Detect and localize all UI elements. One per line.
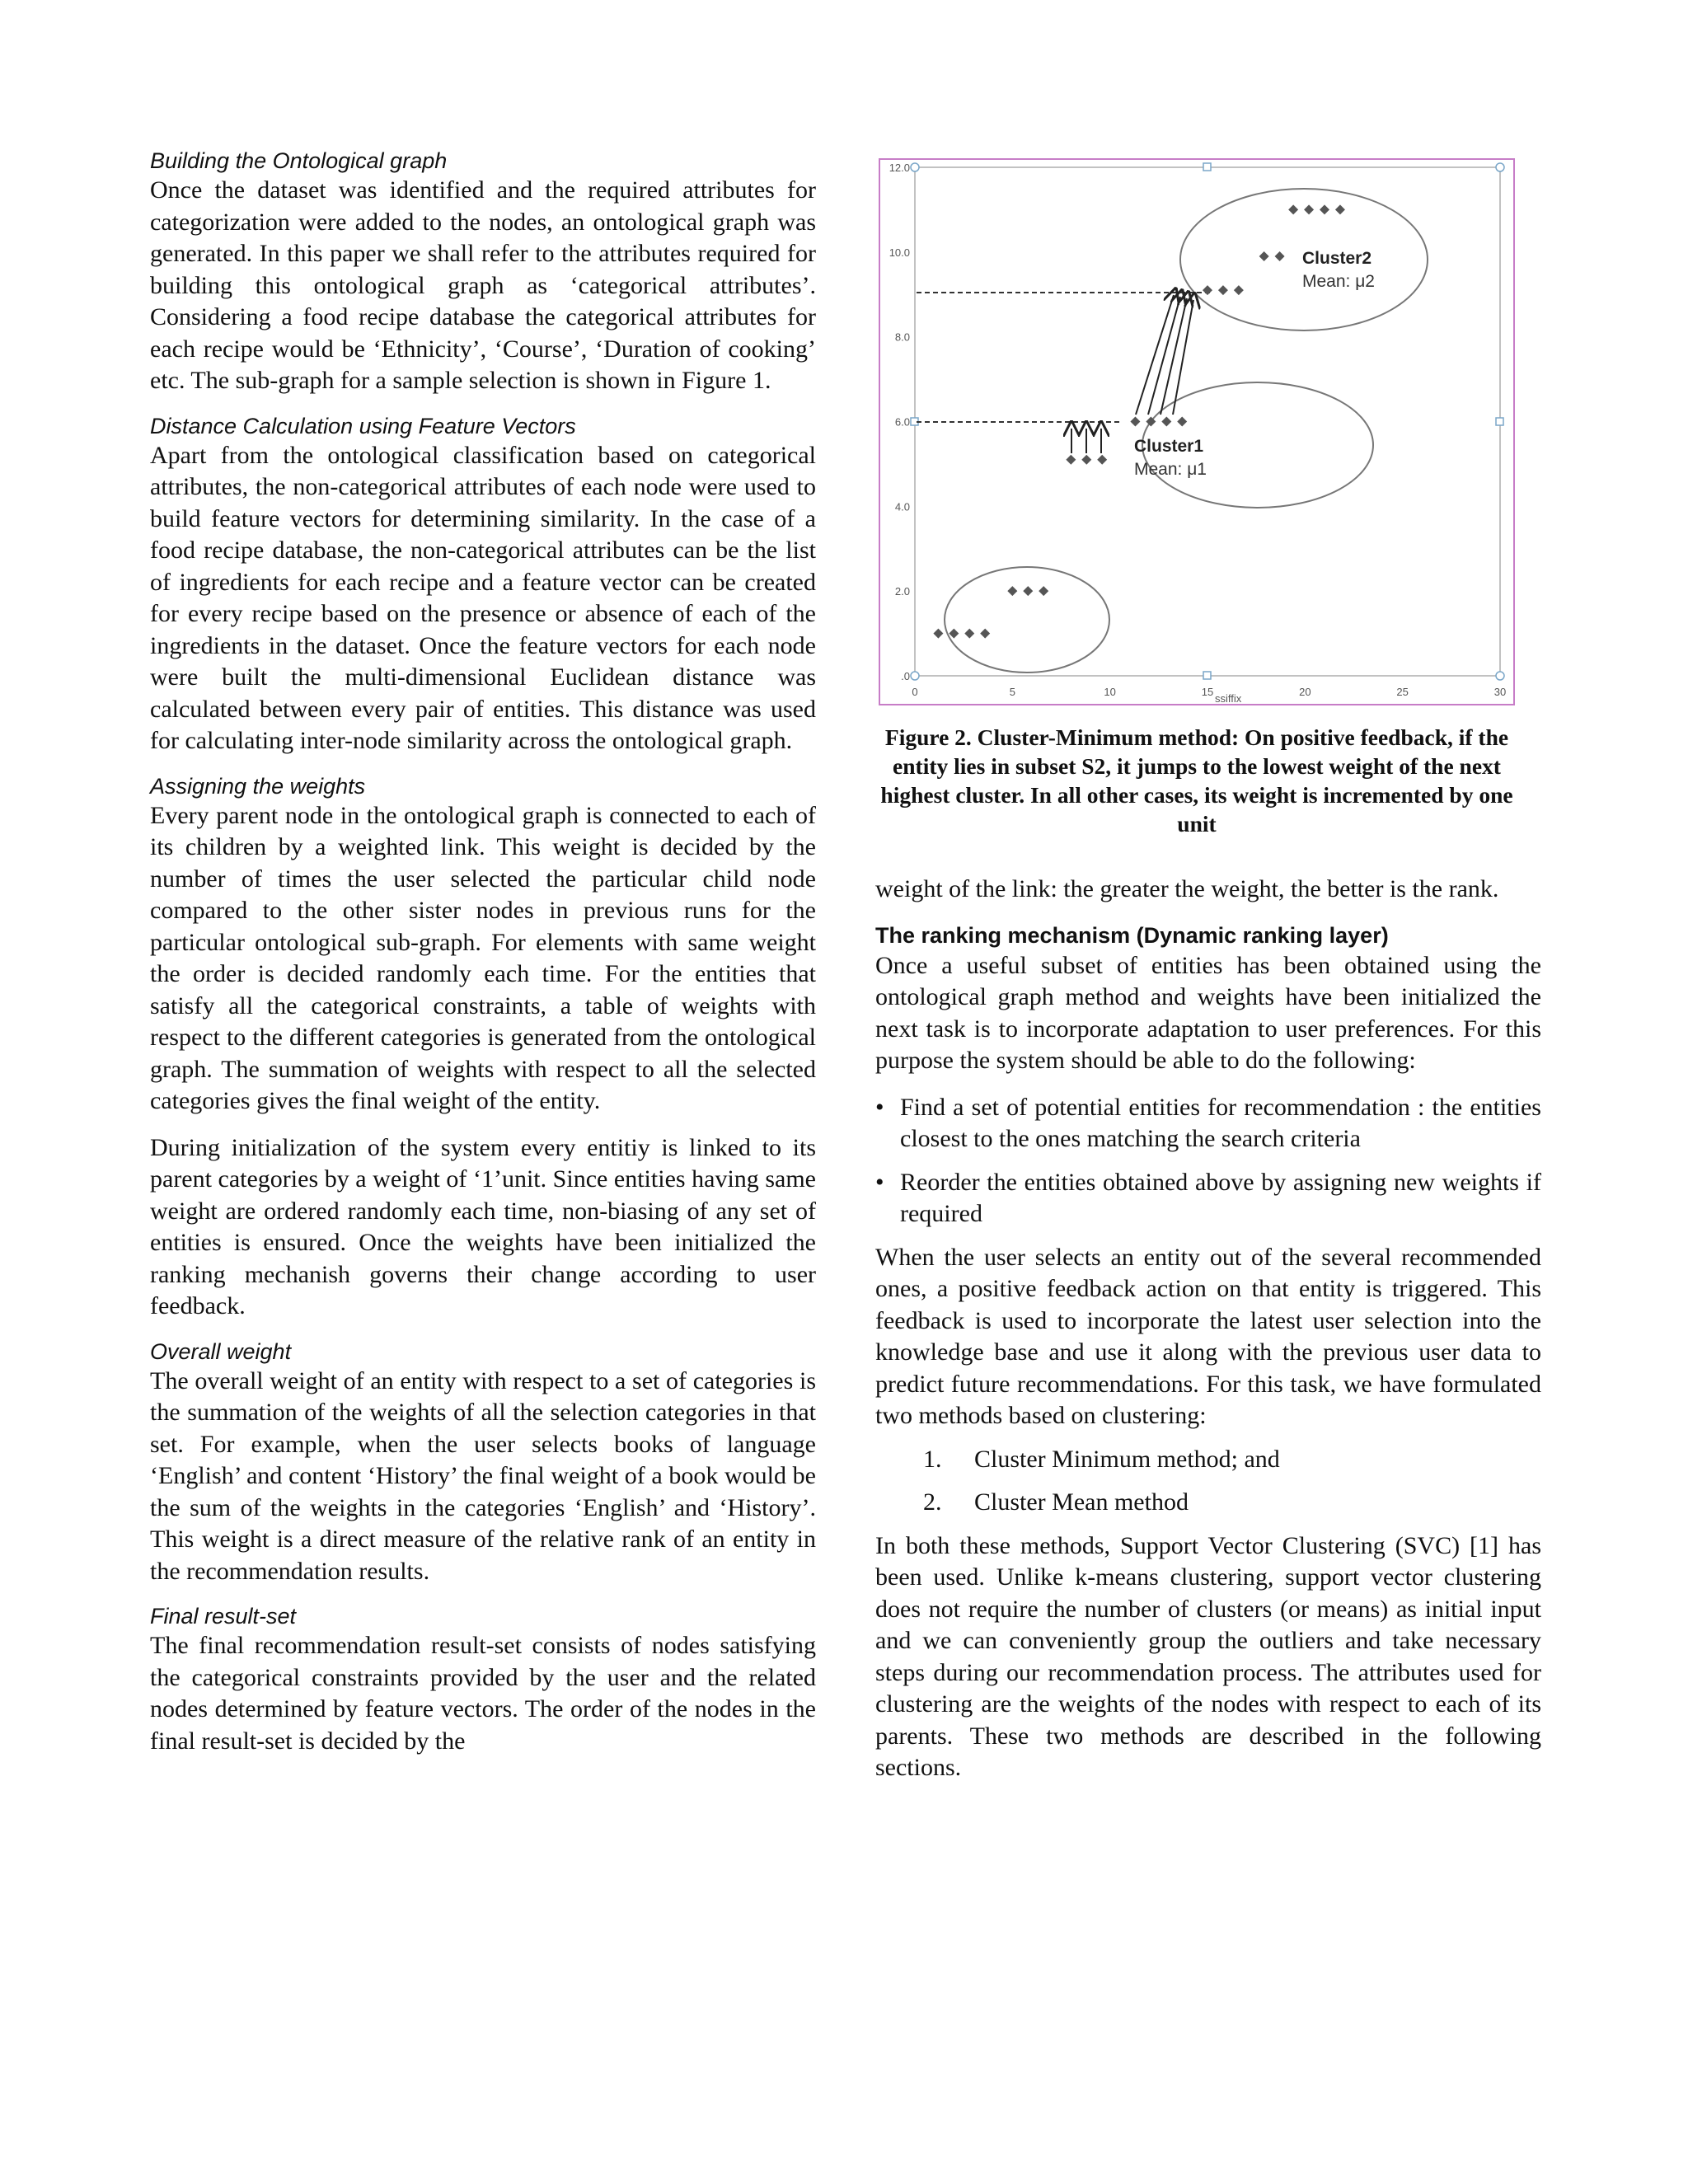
bullet-icon: • [875,1168,884,1196]
data-point-cluster1 [1097,455,1107,465]
section-heading: Assigning the weights [150,773,366,799]
y-tick-label: 2.0 [894,585,910,598]
x-tick-label: 15 [1201,686,1214,698]
data-point-cluster2 [1218,285,1228,295]
right-column [875,874,1541,1784]
section-heading: The ranking mechanism (Dynamic ranking layer) [875,922,1389,948]
list-item: • Reorder the entities obtained above by assigning new weights if required [875,1168,1541,1227]
section-heading: Overall weight [150,1338,292,1364]
paragraph: When the user selects an entity out of the several recommended ones, a positive feedback action on that entity is triggered. This feedback is used to incorporate the latest user selection into the knowledge base and use it along with the previous user data to predict future recommendations. For this task, we have formulated two methods based on clustering: [875,1243,1541,1429]
x-tick-label: 5 [1009,686,1015,698]
paragraph: Every parent node in the ontological graph is connected to each of its children by a weighted link. This weight is decided by the number of times the user selected the particular child node compared to the other sister nodes in previous runs for the particular ontological sub-graph. For elements with same weight the order is decided randomly each time. For the entities that satisfy all the categorical constraints, a table of weights with respect to the different categories is generated from the ontological graph. The summation of weights with respect to all the selected categories gives the final weight of the entity. [150,801,816,1114]
data-point-cluster0 [933,629,943,639]
data-point-cluster1 [1066,455,1076,465]
list-item: 2. Cluster Mean method [923,1488,1189,1516]
data-point-cluster0 [980,629,990,639]
paragraph: Once the dataset was identified and the required attributes for categorization were added to the nodes, an ontological graph was generated. In this paper we shall refer to the attributes required for building this ontological graph as ‘categorical attributes’. Considering a food recipe database the categorical attributes for each recipe would be ‘Ethnicity’, ‘Course’, ‘Duration of cooking’ etc. The sub-graph for a sample selection is shown in Figure 1. [150,176,816,394]
data-point-cluster1 [1161,417,1171,427]
x-tick-label: 30 [1493,686,1507,698]
data-point-cluster2 [1288,204,1298,214]
y-tick-label: 12.0 [889,162,910,174]
numbered-list [875,1444,1541,1519]
paragraph: During initialization of the system every entitiy is linked to its parent categories by a weight of ‘1’unit. Since entities having same weight are ordered randomly each time, non-biasing of any set of entities is ensured. Once the weights have been initialized the ranking mechanish governs their change according to user feedback. [150,1133,816,1319]
data-point-cluster0 [1039,586,1048,596]
paragraph: Apart from the ontological classification based on categorical attributes, the non-categorical attributes of each node were used to build feature vectors for determining similarity. In the case of a food recipe database, the non-categorical attributes can be the list of ingredients for each recipe and a feature vector can be created for every recipe based on the presence or absence of each of the ingredients in the dataset. Once the feature vectors for each node were built the multi-dimensional Euclidean distance was calculated between every pair of entities. This distance was used for calculating inter-node similarity across the ontological graph. [150,441,816,754]
list-item: 1. Cluster Minimum method; and [923,1445,1280,1473]
cluster1-mean: Mean: μ1 [1134,460,1207,479]
figure-2 [875,155,1518,707]
data-point-cluster0 [949,629,959,639]
data-point-cluster2 [1203,285,1212,295]
cluster2-mean: Mean: μ2 [1302,272,1375,291]
data-point-cluster0 [1023,586,1033,596]
y-tick-label: 10.0 [889,246,910,259]
bullet-list [875,1092,1541,1230]
axis-fragment: ssiffix [1215,692,1242,705]
cluster0-ellipse [945,567,1109,673]
section-heading: Final result-set [150,1604,297,1629]
data-point-cluster1 [1081,455,1091,465]
x-tick-label: 0 [912,686,918,698]
cluster2-label: Cluster2 [1302,249,1372,268]
data-point-cluster2 [1234,285,1244,295]
bullet-icon: • [875,1093,884,1121]
data-point-cluster1 [1177,417,1187,427]
paragraph: In both these methods, Support Vector Clustering (SVC) [1] has been used. Unlike k-means clustering, support vector clustering does not require the number of clusters (or means) as initial input and we can conveniently group the outliers and take necessary steps during our recommendation process. The attributes used for clustering are the weights of the nodes with respect to each of its parents. These two methods are described in the following sections. [875,1531,1541,1781]
y-tick-label: 6.0 [894,415,910,429]
data-point-cluster2 [1320,204,1329,214]
data-point-cluster2 [1275,251,1285,261]
section-heading: Distance Calculation using Feature Vectors [150,413,576,438]
x-tick-label: 20 [1299,686,1311,698]
data-point-cluster0 [1007,586,1017,596]
section-heading: Building the Ontological graph [150,148,448,173]
x-tick-label: 25 [1396,686,1409,698]
list-item: • Find a set of potential entities for recommendation : the entities closest to the ones matching the search criteria [875,1093,1541,1152]
y-tick-label: 4.0 [894,500,910,513]
data-point-cluster2 [1335,204,1345,214]
cluster1-label: Cluster1 [1134,437,1204,456]
cluster-chart [875,155,1518,707]
paragraph: Once a useful subset of entities has been obtained using the ontological graph method and weights have been initialized the next task is to incorporate adaptation to user preferences. For this purpose the system should be able to do the following: [875,951,1541,1074]
paragraph: The overall weight of an entity with respect to a set of categories is the summation of the weights of all the selection categories in that set. For example, when the user selects books of language ‘English’ and content ‘History’ the final weight of a book would be the sum of the weights in the categories ‘English’ and ‘History’. This weight is a direct measure of the relative rank of an entity in the recommendation results. [150,1366,816,1585]
chart-frame [879,159,1514,705]
data-point-cluster1 [1130,417,1140,427]
y-tick-label: .0 [901,670,910,682]
cluster1-arrows [1071,429,1101,453]
data-point-cluster2 [1304,204,1314,214]
y-tick-label: 8.0 [894,330,910,344]
data-point-cluster0 [964,629,974,639]
x-tick-label: 10 [1104,686,1116,698]
data-point-cluster2 [1259,251,1269,261]
figure-caption: Figure 2. Cluster-Minimum method: On positive feedback, if the entity lies in subset S2, it jumps to the lowest weight of the next highest cluster. In all other cases, its weight is incremented by one unit [880,724,1513,837]
left-column [150,147,816,1757]
paragraph: The final recommendation result-set consists of nodes satisfying the categorical constraints provided by the user and the related nodes determined by feature vectors. The order of the nodes in the final result-set is decided by the [150,1632,816,1755]
paragraph: weight of the link: the greater the weight, the better is the rank. [875,875,1499,902]
